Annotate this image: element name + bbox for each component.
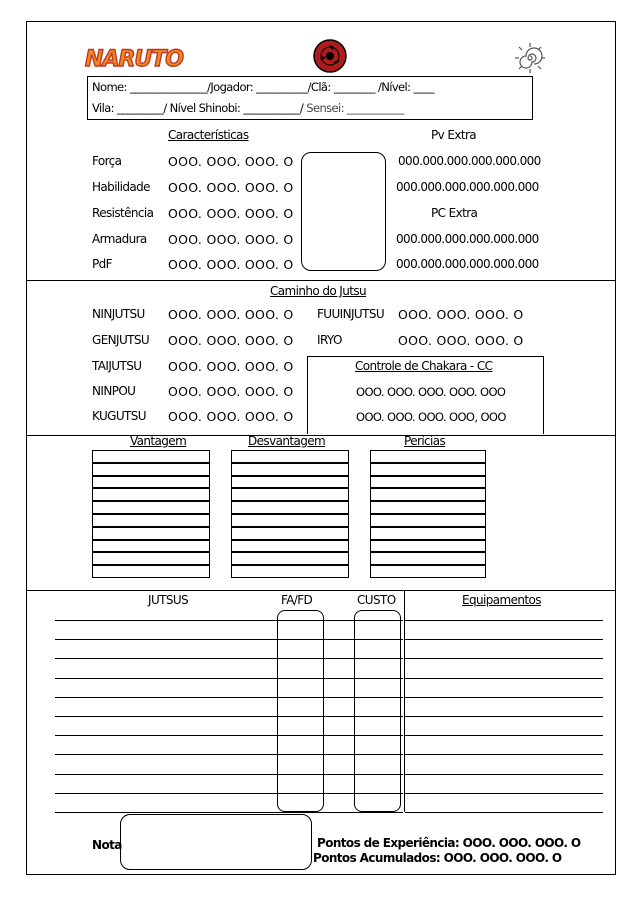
equipamentos-header: Equipamentos xyxy=(462,593,541,607)
jutsu-line[interactable] xyxy=(55,774,403,775)
divider xyxy=(26,280,616,281)
sharingan-icon xyxy=(313,39,347,73)
equipment-line[interactable] xyxy=(405,620,603,621)
list-line[interactable] xyxy=(370,463,486,476)
stat-value[interactable]: OOO. OOO. OOO. O xyxy=(168,154,294,169)
jutsu-line[interactable] xyxy=(55,716,403,717)
desvantagem-title: Desvantagem xyxy=(248,434,326,448)
fuuinjutsu-label: FUUINJUTSU xyxy=(317,307,385,321)
chakra-row[interactable]: OOO. OOO. OOO. OOO. OOO xyxy=(356,385,506,399)
portrait-box[interactable] xyxy=(301,152,386,271)
jutsu-type-label: GENJUTSU xyxy=(92,333,150,347)
custo-header: CUSTO xyxy=(357,593,396,607)
jutsus-header: JUTSUS xyxy=(148,593,189,607)
list-line[interactable] xyxy=(231,501,349,514)
svg-text:NARUTO: NARUTO xyxy=(85,47,183,72)
jutsu-line[interactable] xyxy=(55,735,403,736)
equipment-line[interactable] xyxy=(405,678,603,679)
equipment-line[interactable] xyxy=(405,697,603,698)
list-line[interactable] xyxy=(231,488,349,501)
equipment-line[interactable] xyxy=(405,658,603,659)
chakra-row[interactable]: OOO. OOO. OOO. OOO, OOO xyxy=(356,410,506,424)
list-line[interactable] xyxy=(92,463,210,476)
list-line[interactable] xyxy=(92,565,210,578)
jutsu-type-value[interactable]: OOO. OOO. OOO. O xyxy=(168,359,294,374)
list-line[interactable] xyxy=(231,514,349,527)
list-line[interactable] xyxy=(370,514,486,527)
pv-extra-row[interactable]: 000.000.000.000.000.000 xyxy=(396,180,539,194)
list-line[interactable] xyxy=(231,552,349,565)
list-line[interactable] xyxy=(92,476,210,489)
jutsu-line[interactable] xyxy=(55,639,403,640)
jutsu-line[interactable] xyxy=(55,697,403,698)
stat-label: Resistência xyxy=(92,206,154,220)
stat-value[interactable]: OOO. OOO. OOO. O xyxy=(168,232,294,247)
chakra-box-right xyxy=(543,356,544,434)
jutsu-type-label: NINJUTSU xyxy=(92,307,145,321)
pericias-title: Perícias xyxy=(404,434,446,448)
jutsu-type-label: TAIJUTSU xyxy=(92,359,142,373)
jutsu-path-title: Caminho do Jutsu xyxy=(270,284,367,298)
jutsu-type-value[interactable]: OOO. OOO. OOO. O xyxy=(168,333,294,348)
list-line[interactable] xyxy=(92,527,210,540)
list-line[interactable] xyxy=(370,527,486,540)
jutsu-line[interactable] xyxy=(55,754,403,755)
list-line[interactable] xyxy=(92,501,210,514)
pv-extra-row[interactable]: 000.000.000.000.000.000 xyxy=(398,154,541,168)
list-line[interactable] xyxy=(370,450,486,463)
stat-label: PdF xyxy=(92,257,112,271)
vantagem-title: Vantagem xyxy=(130,434,187,448)
pc-extra-row[interactable]: 000.000.000.000.000.000 xyxy=(396,257,539,271)
list-line[interactable] xyxy=(231,540,349,553)
stat-label: Força xyxy=(92,154,122,168)
jutsu-type-value[interactable]: OOO. OOO. OOO. O xyxy=(168,307,294,322)
jutsu-type-value[interactable]: OOO. OOO. OOO. O xyxy=(168,409,294,424)
village-fields[interactable] xyxy=(92,101,404,115)
list-line[interactable] xyxy=(370,476,486,489)
sensei-field: Sensei: ___________ xyxy=(303,101,404,115)
nota-box[interactable] xyxy=(120,814,312,870)
village-rank-fields: Vila: _________/ Nível Shinobi: ___________/ xyxy=(92,101,304,115)
jutsu-line[interactable] xyxy=(55,658,403,659)
list-line[interactable] xyxy=(231,527,349,540)
identity-fields[interactable]: Nome: _______________/Jogador: __________/Clã: ________ /Nível: ____ xyxy=(92,80,435,94)
jutsu-line[interactable] xyxy=(55,620,403,621)
accumulated-points[interactable]: Pontos Acumulados: OOO. OOO. OOO. O xyxy=(313,851,562,865)
list-line[interactable] xyxy=(92,514,210,527)
list-line[interactable] xyxy=(231,450,349,463)
stat-value[interactable]: OOO. OOO. OOO. O xyxy=(168,257,294,272)
jutsu-line[interactable] xyxy=(55,678,403,679)
fafd-header: FA/FD xyxy=(281,593,313,607)
equipment-line[interactable] xyxy=(405,793,603,794)
vantagem-list[interactable] xyxy=(92,450,210,578)
pc-extra-row[interactable]: 000.000.000.000.000.000 xyxy=(396,232,539,246)
iryo-label: IRYO xyxy=(317,333,342,347)
list-line[interactable] xyxy=(92,552,210,565)
equipment-line[interactable] xyxy=(405,716,603,717)
list-line[interactable] xyxy=(92,450,210,463)
jutsu-line[interactable] xyxy=(55,793,403,794)
divider xyxy=(26,590,616,591)
stat-value[interactable]: OOO. OOO. OOO. O xyxy=(168,180,294,195)
list-line[interactable] xyxy=(370,488,486,501)
stat-label: Habilidade xyxy=(92,180,150,194)
fafd-column[interactable] xyxy=(277,610,324,812)
list-line[interactable] xyxy=(370,565,486,578)
list-line[interactable] xyxy=(370,501,486,514)
list-line[interactable] xyxy=(370,552,486,565)
chakra-box-top xyxy=(307,356,543,357)
chakra-title: Controle de Chakara - CC xyxy=(355,359,493,373)
naruto-logo xyxy=(85,40,183,74)
pc-extra-title: PC Extra xyxy=(431,206,478,220)
jutsu-type-value[interactable]: OOO. OOO. OOO. O xyxy=(168,384,294,399)
chakra-box-left xyxy=(307,356,308,434)
fuuinjutsu-value[interactable]: OOO. OOO. OOO. O xyxy=(398,307,524,322)
stat-label: Armadura xyxy=(92,232,147,246)
nota-label: Nota xyxy=(92,838,122,852)
characteristics-title: Características xyxy=(168,128,249,142)
jutsu-type-label: NINPOU xyxy=(92,384,136,398)
stat-value[interactable]: OOO. OOO. OOO. O xyxy=(168,206,294,221)
equipment-line[interactable] xyxy=(405,735,603,736)
list-line[interactable] xyxy=(231,463,349,476)
equipment-line[interactable] xyxy=(405,774,603,775)
pericias-list[interactable] xyxy=(370,450,486,578)
custo-column[interactable] xyxy=(354,610,401,812)
list-line[interactable] xyxy=(370,540,486,553)
jutsu-line[interactable] xyxy=(55,812,403,813)
iryo-value[interactable]: OOO. OOO. OOO. O xyxy=(398,333,524,348)
list-line[interactable] xyxy=(92,488,210,501)
equipment-line[interactable] xyxy=(405,639,603,640)
xp-points[interactable]: Pontos de Experiência: OOO. OOO. OOO. O xyxy=(317,836,581,850)
seal-spiral-icon xyxy=(513,41,547,75)
equipment-divider xyxy=(404,590,405,812)
list-line[interactable] xyxy=(231,476,349,489)
list-line[interactable] xyxy=(231,565,349,578)
equipment-line[interactable] xyxy=(405,812,603,813)
jutsu-type-label: KUGUTSU xyxy=(92,409,146,423)
list-line[interactable] xyxy=(92,540,210,553)
equipment-line[interactable] xyxy=(405,754,603,755)
desvantagem-list[interactable] xyxy=(231,450,349,578)
pv-extra-title: Pv Extra xyxy=(431,128,477,142)
